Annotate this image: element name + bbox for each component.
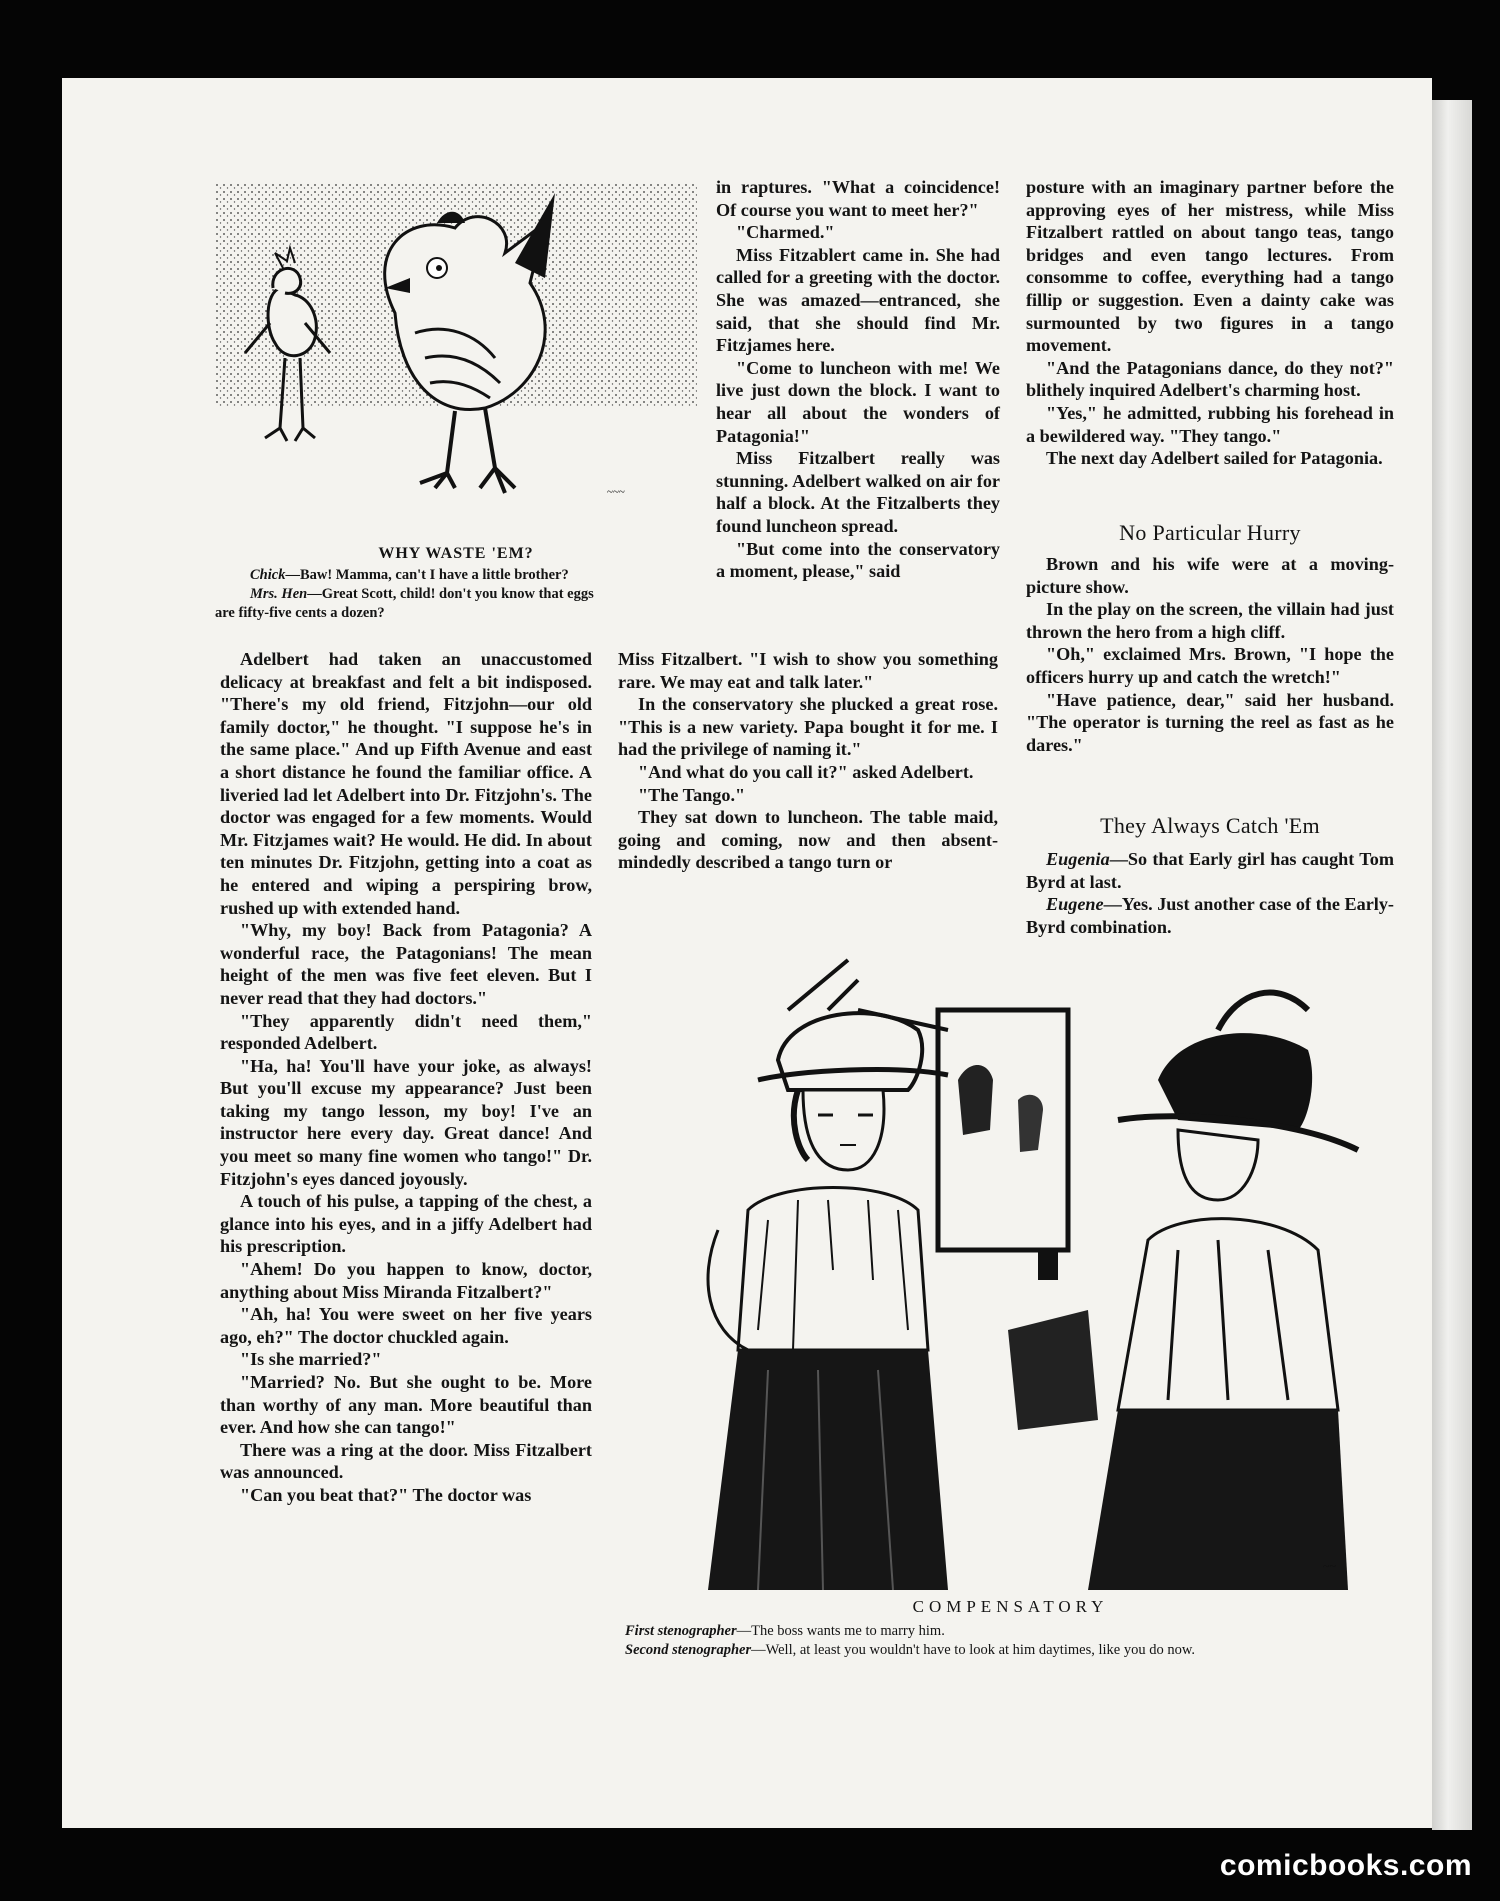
story-paragraph: A touch of his pulse, a tapping of the chest, a glance into his eyes, and in a jiffy Adelbert had his prescription. xyxy=(220,1191,592,1257)
cartoon1-speaker-2: Mrs. Hen xyxy=(250,586,308,602)
story-paragraph: "Married? No. But she ought to be. More than worthy of any man. More beautiful than ever. And how she can tango!" xyxy=(220,1372,592,1438)
joke1-body xyxy=(1026,553,1394,756)
joke1-paragraph: "Oh," exclaimed Mrs. Brown, "I hope the officers hurry up and catch the wretch!" xyxy=(1026,644,1394,687)
story-paragraph: In the conservatory she plucked a great rose. "This is a new variety. Papa bought it for me. I had the privilege of naming it." xyxy=(618,694,998,760)
joke2-heading: They Always Catch 'Em xyxy=(1100,813,1320,838)
cartoon1-caption-3: are fifty-five cents a dozen? xyxy=(215,605,385,621)
svg-text:~~: ~~ xyxy=(1323,1559,1336,1573)
cartoon1-caption-2 xyxy=(250,585,700,604)
cartoon1-text-2: —Great Scott, child! don't you know that eggs xyxy=(307,586,594,602)
story-paragraph: "The Tango." xyxy=(638,784,746,805)
story-paragraph: "Ha, ha! You'll have your joke, as always! But you'll excuse my appearance? Just been taking my tango lesson, my boy! I've an instructor here every day. Great dance! And you meet so many fine women who tango!" Dr. Fitzjohn's eyes danced joyously. xyxy=(220,1055,592,1189)
cartoon2-speaker-1: First stenographer xyxy=(625,1623,737,1639)
joke2-text-1: —So that Early girl has caught Tom Byrd at last. xyxy=(1026,849,1394,892)
story-paragraph: "And the Patagonians dance, do they not?" blithely inquired Adelbert's charming host. xyxy=(1026,357,1394,401)
story-paragraph: "Charmed." xyxy=(736,222,835,243)
story-paragraph: "And what do you call it?" asked Adelbert. xyxy=(638,761,974,782)
joke2-line-2 xyxy=(1026,893,1394,938)
joke1-paragraph: "Have patience, dear," said her husband. "The operator is turning the reel as fast as he dares." xyxy=(1026,689,1394,755)
cartoon1-title: WHY WASTE 'EM? xyxy=(378,545,534,562)
watermark: comicbooks.com xyxy=(1219,1849,1472,1882)
cartoon2-title: COMPENSATORY xyxy=(912,1597,1109,1616)
cartoon1-text-1: —Baw! Mamma, can't I have a little brother? xyxy=(285,567,569,583)
story-paragraph: "Is she married?" xyxy=(240,1349,382,1370)
story-paragraph: There was a ring at the door. Miss Fitzalbert was announced. xyxy=(220,1439,592,1483)
cartoon2-text-2: —Well, at least you wouldn't have to look at him daytimes, like you do now. xyxy=(751,1642,1195,1658)
story-paragraph: "Yes," he admitted, rubbing his forehead in a bewildered way. "They tango." xyxy=(1026,402,1394,446)
story-column-2-top xyxy=(716,176,1000,583)
story-column-2-bottom xyxy=(618,648,998,874)
story-paragraph: Miss Fitzalbert really was stunning. Adelbert walked on air for half a block. At the Fitzalberts they found luncheon spread. xyxy=(716,448,1000,536)
stenographers-cartoon xyxy=(618,950,1403,1590)
story-paragraph: "Ahem! Do you happen to know, doctor, anything about Miss Miranda Fitzalbert?" xyxy=(220,1259,592,1302)
story-paragraph: "Ah, ha! You were sweet on her five years ago, eh?" The doctor chuckled again. xyxy=(220,1304,592,1347)
story-paragraph: "Can you beat that?" The doctor was xyxy=(240,1484,532,1505)
story-paragraph: posture with an imaginary partner before the approving eyes of her mistress, while Miss Fitzalbert rattled on about tango teas, tango bridges and even tango lectures. From consomme to coffee, everything had a tango fillip or suggestion. Even a dainty cake was surmounted by two figures in a tango movement. xyxy=(1026,177,1394,356)
joke2-body xyxy=(1026,848,1394,938)
cartoon1-caption-1 xyxy=(250,566,700,585)
joke1-paragraph: Brown and his wife were at a moving-picture show. xyxy=(1026,554,1394,597)
page-spine xyxy=(1432,100,1472,1830)
cartoon1-speaker-1: Chick xyxy=(250,567,286,583)
joke2-line-1 xyxy=(1026,848,1394,893)
joke1-paragraph: In the play on the screen, the villain had just thrown the hero from a high cliff. xyxy=(1026,599,1394,642)
story-paragraph: "But come into the conservatory a moment, please," said xyxy=(716,538,1000,582)
story-column-3 xyxy=(1026,176,1394,470)
cartoon2-speaker-2: Second stenographer xyxy=(625,1642,752,1658)
joke2-speaker-2: Eugene xyxy=(1046,894,1104,915)
story-paragraph: Adelbert had taken an unaccustomed delicacy at breakfast and felt a bit indisposed. "There's my old friend, Fitzjohn—our old family doctor," he thought. "I suppose he's in the same place." And up Fifth Avenue and east a short distance he found the familiar office. A liveried lad let Adelbert into Dr. Fitzjohn's. The doctor was engaged for a few moments. Would Mr. Fitzjames wait? He would. He did. In about ten minutes Dr. Fitzjohn, getting into a coat as he entered and wiping a perspiring brow, rushed up with extended hand. xyxy=(220,649,592,918)
story-paragraph: Miss Fitzablert came in. She had called for a greeting with the doctor. She was amazed—entranced, she said, that she should find Mr. Fitzjames here. xyxy=(716,244,1000,356)
story-paragraph: Miss Fitzalbert. "I wish to show you something rare. We may eat and talk later." xyxy=(618,649,998,692)
cartoon2-text-1: —The boss wants me to marry him. xyxy=(736,1623,945,1639)
cartoon2-caption-1 xyxy=(625,1622,1405,1641)
joke2-speaker-1: Eugenia xyxy=(1046,849,1110,869)
story-paragraph: "Why, my boy! Back from Patagonia? A wonderful race, the Patagonians! The mean height of the men was five feet eleven. But I never read that they had doctors." xyxy=(220,920,592,1008)
story-paragraph: "Come to luncheon with me! We live just down the block. I want to hear all about the wonders of Patagonia!" xyxy=(716,357,1000,446)
story-paragraph: The next day Adelbert sailed for Patagonia. xyxy=(1046,448,1383,469)
story-paragraph: "They apparently didn't need them," responded Adelbert. xyxy=(220,1010,592,1054)
story-paragraph: They sat down to luncheon. The table maid, going and coming, now and then absent-mindedly described a tango turn or xyxy=(618,807,998,873)
story-paragraph: in raptures. "What a coincidence! Of course you want to meet her?" xyxy=(716,177,1000,220)
hen-chick-cartoon xyxy=(215,183,697,538)
svg-text:~~~: ~~~ xyxy=(607,486,625,498)
joke2-text-2: —Yes. Just another case of the Early-Byrd combination. xyxy=(1026,894,1394,937)
joke1-heading: No Particular Hurry xyxy=(1119,520,1301,545)
stenographers-illustration xyxy=(618,950,1403,1590)
story-column-1 xyxy=(220,648,592,1507)
hen-chick-illustration xyxy=(215,183,697,538)
cartoon2-caption-2 xyxy=(625,1641,1405,1660)
